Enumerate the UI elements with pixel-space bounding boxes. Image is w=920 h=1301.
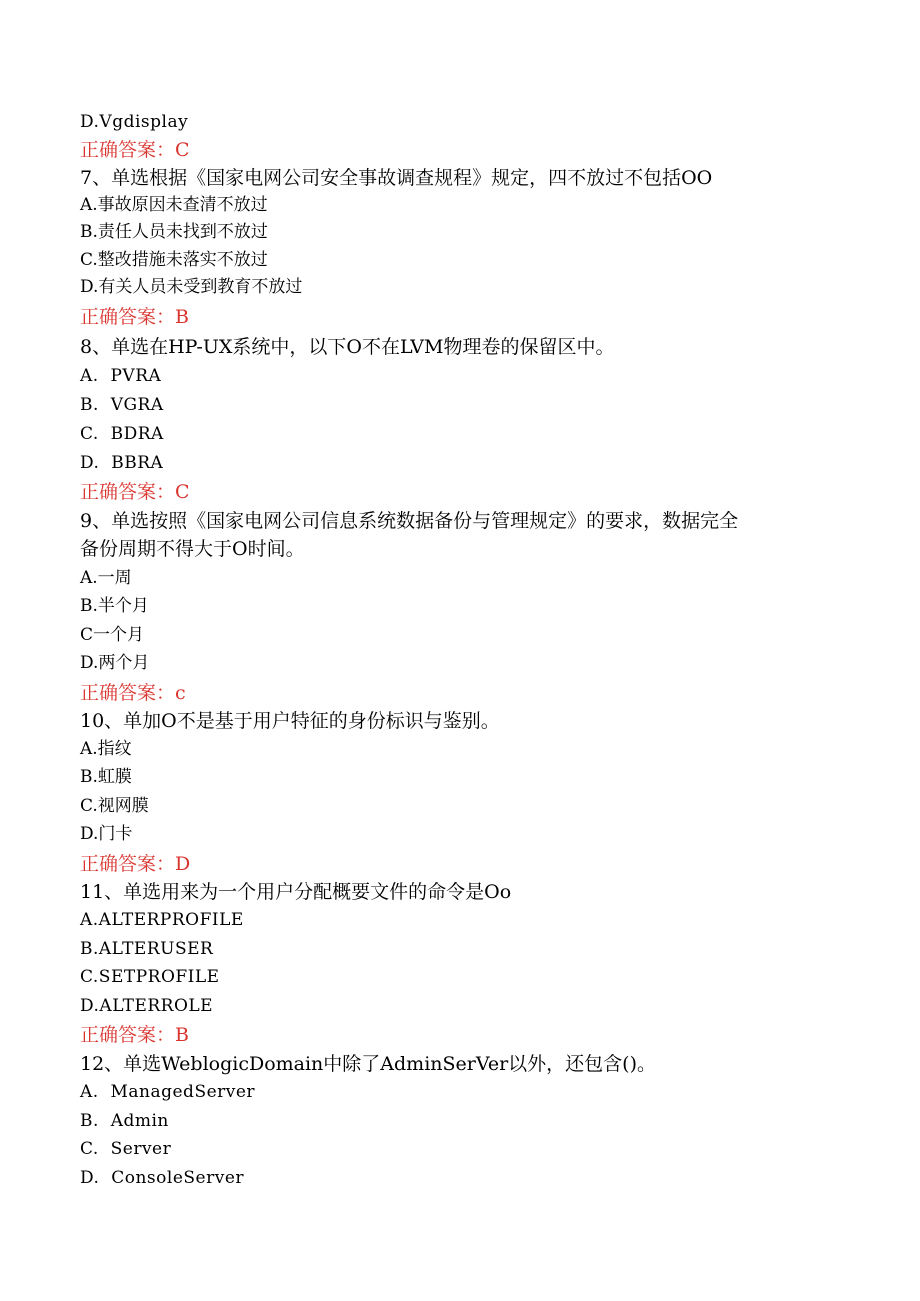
question-9-continued: 备份周期不得大于O时间。: [80, 538, 305, 560]
answer-line: 正确答案：B: [80, 306, 189, 328]
option-d: D.两个月: [80, 653, 150, 673]
answer-line: 正确答案：c: [80, 682, 186, 704]
option-a: A.一周: [80, 568, 132, 588]
question-10: 10、单加O不是基于用户特征的身份标识与鉴别。: [80, 710, 500, 732]
answer-line: 正确答案：C: [80, 139, 190, 161]
option-c: C.整改措施未落实不放过: [80, 250, 268, 270]
option-d: D.ALTERROLE: [80, 996, 214, 1016]
question-9: 9、单选按照《国家电网公司信息系统数据备份与管理规定》的要求，数据完全: [80, 510, 739, 532]
question-7: 7、单选根据《国家电网公司安全事故调查规程》规定，四不放过不包括OO: [80, 167, 713, 189]
option-b: B. Admin: [80, 1111, 169, 1131]
option-b: B. VGRA: [80, 395, 164, 415]
question-12: 12、单选WeblogicDomain中除了AdminSerVer以外，还包含()。: [80, 1053, 656, 1075]
option-a: A.ALTERPROFILE: [80, 910, 244, 930]
option-b: B.半个月: [80, 596, 149, 616]
option-b: B.虹膜: [80, 767, 132, 787]
option-c: C. BDRA: [80, 424, 164, 444]
option-a: A.事故原因未查清不放过: [80, 195, 268, 215]
option-a: A. ManagedServer: [80, 1082, 256, 1102]
question-8: 8、单选在HP-UX系统中，以下O不在LVM物理卷的保留区中。: [80, 336, 615, 358]
option-c: C一个月: [80, 625, 145, 645]
option-c: C.SETPROFILE: [80, 967, 220, 987]
answer-line: 正确答案：B: [80, 1024, 189, 1046]
option-d: D.Vgdisplay: [80, 112, 189, 132]
option-a: A.指纹: [80, 739, 132, 759]
option-d: D. ConsoleServer: [80, 1168, 245, 1188]
option-d: D.门卡: [80, 824, 133, 844]
option-d: D. BBRA: [80, 453, 164, 473]
option-c: C. Server: [80, 1139, 172, 1159]
question-11: 11、单选用来为一个用户分配概要文件的命令是Oo: [80, 881, 512, 903]
option-b: B.责任人员未找到不放过: [80, 222, 268, 242]
option-b: B.ALTERUSER: [80, 939, 214, 959]
option-c: C.视网膜: [80, 796, 149, 816]
answer-line: 正确答案：C: [80, 481, 190, 503]
option-a: A. PVRA: [80, 366, 162, 386]
option-d: D.有关人员未受到教育不放过: [80, 277, 303, 297]
answer-line: 正确答案：D: [80, 853, 191, 875]
